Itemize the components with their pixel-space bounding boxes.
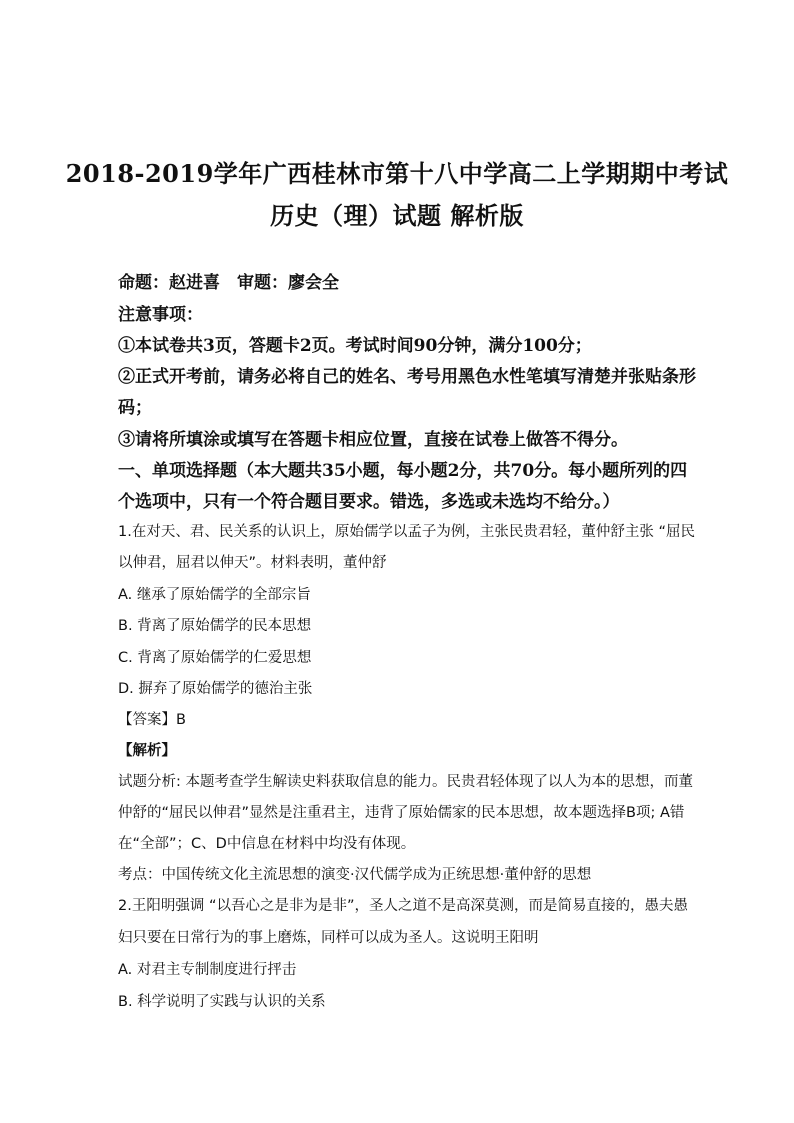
question-2-stem-line-1: 2.王阳明强调 “以吾心之是非为是非”，圣人之道不是高深莫测，而是简易直接的，愚夫愚 (118, 898, 688, 914)
section-heading-line-2: 个选项中，只有一个符合题目要求。错选，多选或未选均不给分。） (118, 492, 620, 512)
question-1-option-c: C. 背离了原始儒学的仁爱思想 (118, 650, 312, 666)
notes-title: 注意事项： (118, 305, 203, 325)
question-1-option-d: D. 摒弃了原始儒学的德治主张 (118, 681, 313, 697)
section-heading-line-1: 一、单项选择题（本大题共35小题，每小题2分，共70分。每小题所列的四 (118, 461, 688, 481)
question-1-option-a: A. 继承了原始儒学的全部宗旨 (118, 587, 311, 603)
page-title: 2018-2019学年广西桂林市第十八中学高二上学期期中考试 (65, 159, 729, 188)
question-1-analysis-line-3: 在“全部”；C、D中信息在材料中均没有体现。 (118, 836, 416, 852)
question-1-stem-line-2: 以伸君，屈君以伸天”。材料表明，董仲舒 (118, 555, 387, 571)
note-1: ①本试卷共3页，答题卡2页。考试时间90分钟，满分100分； (118, 336, 592, 356)
question-2-stem-line-2: 妇只要在日常行为的事上磨炼，同样可以成为圣人。这说明王阳明 (118, 930, 539, 946)
question-2-option-b: B. 科学说明了实践与认识的关系 (118, 994, 326, 1010)
note-2-line-1: ②正式开考前，请务必将自己的姓名、考号用黑色水性笔填写清楚并张贴条形 (118, 367, 696, 387)
question-1-answer: 【答案】B (118, 712, 186, 728)
question-1-option-b: B. 背离了原始儒学的民本思想 (118, 618, 312, 634)
note-3: ③请将所填涂或填写在答题卡相应位置，直接在试卷上做答不得分。 (118, 430, 628, 450)
note-2-line-2: 码； (118, 398, 152, 418)
question-1-point: 考点：中国传统文化主流思想的演变·汉代儒学成为正统思想·董仲舒的思想 (118, 867, 592, 883)
question-1-analysis-line-2: 仲舒的“屈民以伸君”显然是注重君主，违背了原始儒家的民本思想，故本题选择B项; A错 (118, 805, 685, 821)
question-1-analysis-line-1: 试题分析: 本题考查学生解读史料获取信息的能力。民贵君轻体现了以人为本的思想，而董 (118, 774, 693, 790)
question-1-stem-line-1: 1.在对天、君、民关系的认识上，原始儒学以孟子为例，主张民贵君轻，董仲舒主张 “屈民 (118, 524, 695, 540)
question-1-analysis-label: 【解析】 (118, 743, 176, 759)
question-2-option-a: A. 对君主专制制度进行抨击 (118, 962, 297, 978)
authors-line: 命题：赵进喜 审题：廖会全 (118, 273, 339, 293)
page-subtitle: 历史（理）试题 解析版 (270, 201, 524, 230)
